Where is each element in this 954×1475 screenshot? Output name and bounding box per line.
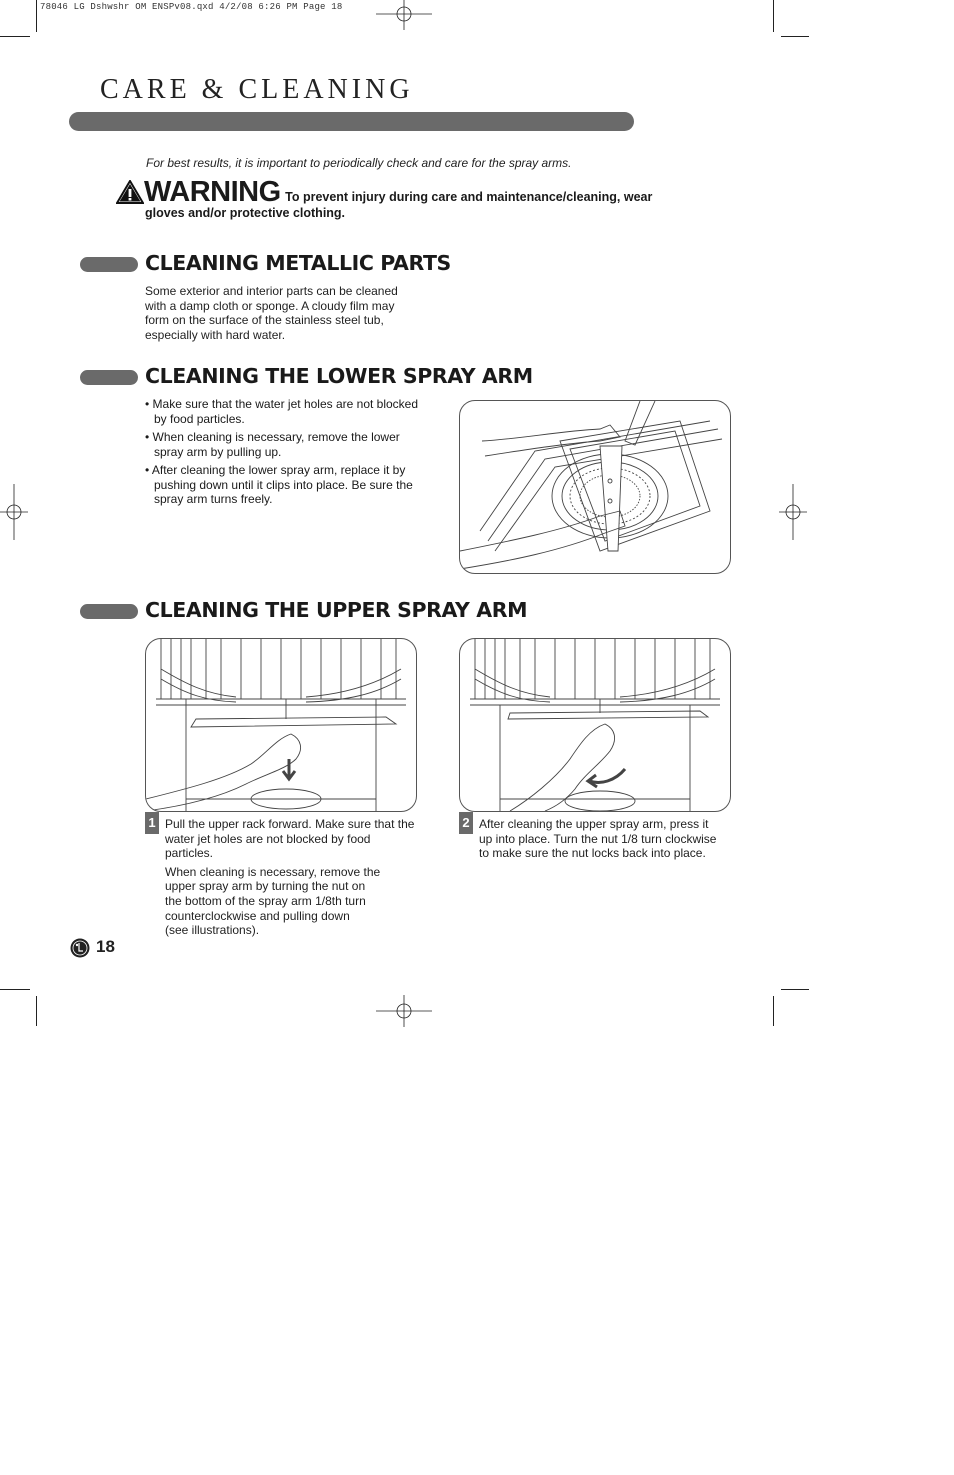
illustration-lower-spray-arm (459, 400, 731, 574)
step-2-badge: 2 (459, 812, 473, 834)
warning-text-line2: gloves and/or protective clothing. (145, 206, 346, 220)
lower-bullet-3: • After cleaning the lower spray arm, replace it by pushing down until it clips into place. Be sure the spray arm turns freely. (145, 463, 413, 507)
heading-metallic-parts: CLEANING METALLIC PARTS (145, 251, 451, 275)
step-2-text: After cleaning the upper spray arm, press it up into place. Turn the nut 1/8 turn clockwise to make sure the nut locks back into place. (479, 817, 717, 861)
heading-upper-spray-arm: CLEANING THE UPPER SPRAY ARM (145, 598, 528, 622)
lower-bullet-1: • Make sure that the water jet holes are not blocked by food particles. (145, 397, 419, 426)
intro-text: For best results, it is important to periodically check and care for the spray arms. (146, 156, 572, 170)
step-1-text: Pull the upper rack forward. Make sure that the water jet holes are not blocked by food particles. When cleaning is necessary, remove the upper spray arm by turning the nut on the bottom of the spray arm 1/8th turn counterclockwise and pulling down (see illustrations). (165, 817, 415, 938)
section-pill-metallic (80, 257, 138, 272)
warning-word: WARNING (144, 176, 281, 208)
heading-lower-spray-arm: CLEANING THE LOWER SPRAY ARM (145, 364, 533, 388)
illustration-step1 (145, 638, 417, 812)
title-bar (69, 112, 634, 131)
page-number: 18 (96, 937, 115, 956)
section-pill-upper (80, 604, 138, 619)
illustration-step2 (459, 638, 731, 812)
lg-logo-icon (70, 938, 90, 958)
warning-block (116, 176, 716, 209)
lower-bullet-2: • When cleaning is necessary, remove the lower spray arm by pulling up. (145, 430, 400, 459)
section-pill-lower (80, 370, 138, 385)
page-title: CARE & CLEANING (100, 74, 414, 105)
warning-text-line1: To prevent injury during care and maintenance/cleaning, wear (285, 190, 653, 204)
warning-triangle-icon (116, 180, 144, 204)
printer-slug: 78046 LG Dshwshr OM ENSPv08.qxd 4/2/08 6:26 PM Page 18 (40, 2, 343, 12)
metallic-paragraph: Some exterior and interior parts can be cleaned with a damp cloth or sponge. A cloudy film may form on the surface of the stainless steel tub, especially with hard water. (145, 284, 398, 342)
step-1-badge: 1 (145, 812, 159, 834)
